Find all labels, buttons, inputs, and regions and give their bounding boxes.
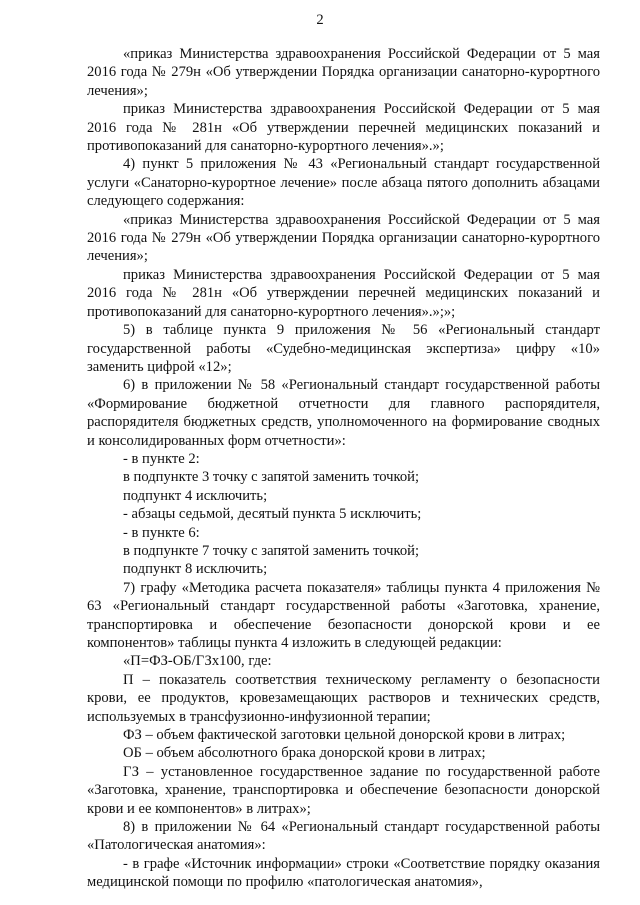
paragraph-definition-ob: ОБ – объем абсолютного брака донорской крови в литрах; (123, 745, 486, 762)
paragraph-order-281n: приказ Министерства здравоохранения Российской Федерации от 5 мая 2016 года № 281н «Об утверждении перечней медицинских показаний и противопоказаний для санаторно-курортного лечения».»; (87, 101, 600, 155)
paragraph-definition-gz: ГЗ – установленное государственное задание по государственной работе «Заготовка, хранение, транспортировка и обеспечение безопасности донорской крови и ее компонентов» в литрах»; (87, 763, 600, 817)
paragraph-definition-fz: ФЗ – объем фактической заготовки цельной донорской крови в литрах; (123, 727, 566, 744)
paragraph-point-2: - в пункте 2: (123, 450, 200, 467)
paragraph-order-279n-repeat: «приказ Министерства здравоохранения Российской Федерации от 5 мая 2016 года № 279н «Об утверждении Порядка организации санаторно-курортного лечения»; (87, 211, 600, 265)
paragraph-source-column: - в графе «Источник информации» строки «Соответствие порядку оказания медицинской помощи по профилю «патологическая анатомия», (87, 855, 600, 891)
paragraph-point-5: - абзацы седьмой, десятый пункта 5 исключить; (123, 506, 422, 523)
paragraph-subpoint-8: подпункт 8 исключить; (123, 561, 268, 578)
paragraph-order-279n: «приказ Министерства здравоохранения Российской Федерации от 5 мая 2016 года № 279н «Об утверждении Порядка организации санаторно-курортного лечения»; (87, 46, 600, 99)
paragraph-item-5: 5) в таблице пункта 9 приложения № 56 «Региональный стандарт государственной работы «Судебно-медицинская экспертиза» цифру «10» заменить цифрой «12»; (87, 322, 600, 375)
paragraph-order-281n-repeat: приказ Министерства здравоохранения Российской Федерации от 5 мая 2016 года № 281н «Об утверждении перечней медицинских показаний и противопоказаний для санаторно-курортного лечения».»;»; (87, 266, 600, 320)
paragraph-point-6: - в пункте 6: (123, 524, 200, 541)
paragraph-subpoint-7: в подпункте 7 точку с запятой заменить точкой; (123, 542, 420, 559)
paragraph-item-6: 6) в приложении № 58 «Региональный стандарт государственной работы «Формирование бюджетной отчетности для главного распорядителя, распорядителя бюджетных средств, уполномоченного на формирование сводных и консолидированных форм отчетности»: (87, 377, 600, 449)
paragraph-formula: «П=ФЗ-ОБ/ГЗх100, где: (123, 653, 272, 670)
paragraph-item-8: 8) в приложении № 64 «Региональный стандарт государственной работы «Патологическая анатомия»: (87, 819, 600, 854)
paragraph-subpoint-3: в подпункте 3 точку с запятой заменить точкой; (123, 469, 420, 486)
paragraph-item-7: 7) графу «Методика расчета показателя» таблицы пункта 4 приложения № 63 «Региональный стандарт государственной работы «Заготовка, хранение, транспортировка и обеспечение безопасности донорской крови и ее компонентов» таблицы пункта 4 изложить в следующей редакции: (87, 579, 600, 651)
document-body (87, 45, 600, 892)
paragraph-definition-p: П – показатель соответствия техническому регламенту о безопасности крови, ее продуктов, кровезамещающих растворов и технических средств, используемых в трансфузионно-инфузионной терапии; (87, 671, 600, 725)
paragraph-item-4: 4) пункт 5 приложения № 43 «Региональный стандарт государственной услуги «Санаторно-курортное лечение» после абзаца пятого дополнить абзацами следующего содержания: (87, 156, 600, 210)
page-number: 2 (316, 12, 324, 28)
paragraph-subpoint-4: подпункт 4 исключить; (123, 487, 268, 504)
